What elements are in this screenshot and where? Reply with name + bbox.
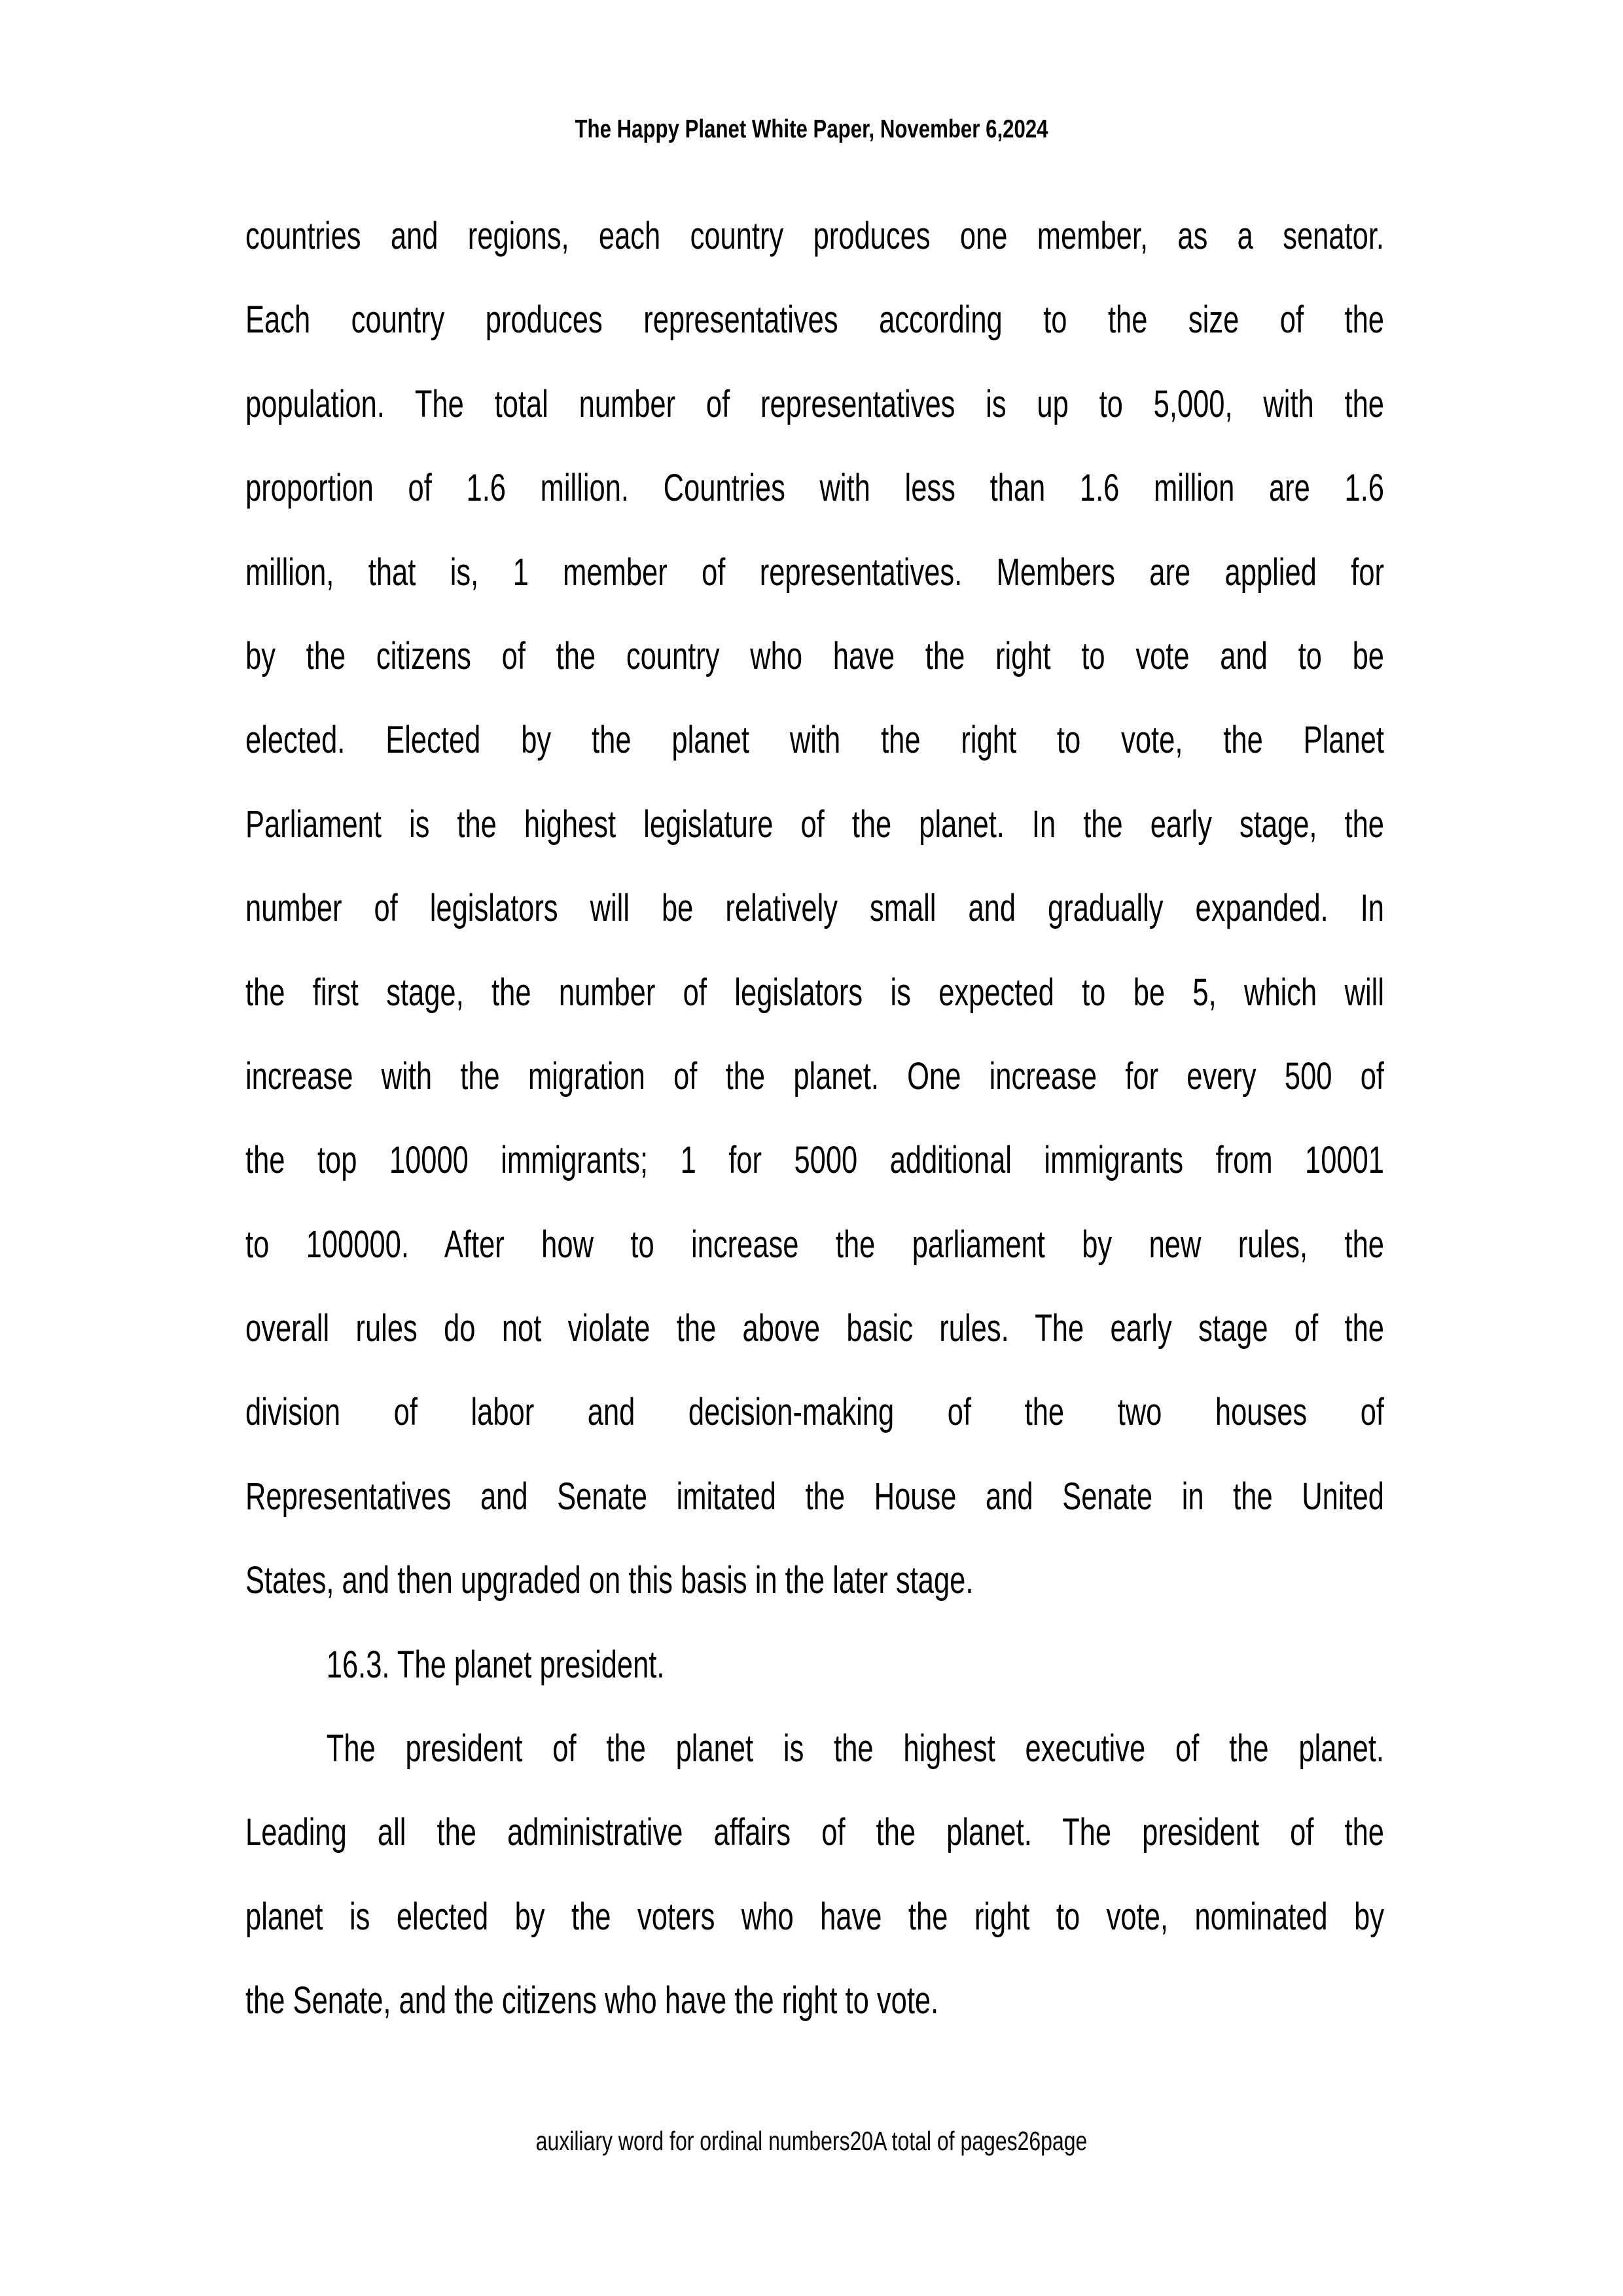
text-line: to 100000. After how to increase the parliament by new rules, the	[245, 1223, 1384, 1266]
text-line: elected. Elected by the planet with the right to vote, the Planet	[245, 719, 1384, 762]
body-text	[245, 194, 1384, 2043]
text-line: Parliament is the highest legislature of the planet. In the early stage, the	[245, 802, 1384, 846]
text-line: by the citizens of the country who have the right to vote and to be	[245, 634, 1384, 677]
text-line: the Senate, and the citizens who have the right to vote.	[245, 1979, 939, 2022]
text-line: population. The total number of representatives is up to 5,000, with the	[245, 382, 1384, 425]
text-line: Leading all the administrative affairs of the planet. The president of the	[245, 1811, 1384, 1854]
page-footer: auxiliary word for ordinal numbers20A total of pages26page	[535, 2126, 1088, 2156]
text-line: States, and then upgraded on this basis in the later stage.	[245, 1559, 974, 1602]
text-line: Representatives and Senate imitated the House and Senate in the United	[245, 1475, 1384, 1518]
text-line: increase with the migration of the planet. One increase for every 500 of	[245, 1054, 1384, 1098]
text-line: proportion of 1.6 million. Countries with less than 1.6 million are 1.6	[245, 467, 1384, 510]
page-header: The Happy Planet White Paper, November 6,2024	[575, 115, 1048, 143]
text-line: planet is elected by the voters who have the right to vote, nominated by	[245, 1895, 1384, 1938]
text-line: the top 10000 immigrants; 1 for 5000 additional immigrants from 10001	[245, 1139, 1384, 1182]
text-line: 16.3. The planet president.	[326, 1643, 665, 1686]
text-line: countries and regions, each country produces one member, as a senator.	[245, 215, 1384, 257]
text-line: Each country produces representatives according to the size of the	[245, 298, 1384, 342]
text-line: division of labor and decision-making of the two houses of	[245, 1391, 1384, 1434]
text-line: the first stage, the number of legislators is expected to be 5, which will	[245, 971, 1384, 1014]
text-line: The president of the planet is the highest executive of the planet.	[326, 1727, 1384, 1770]
text-line: overall rules do not violate the above basic rules. The early stage of the	[245, 1307, 1384, 1350]
text-line: million, that is, 1 member of representatives. Members are applied for	[245, 550, 1384, 594]
text-line: number of legislators will be relatively small and gradually expanded. In	[245, 887, 1384, 930]
